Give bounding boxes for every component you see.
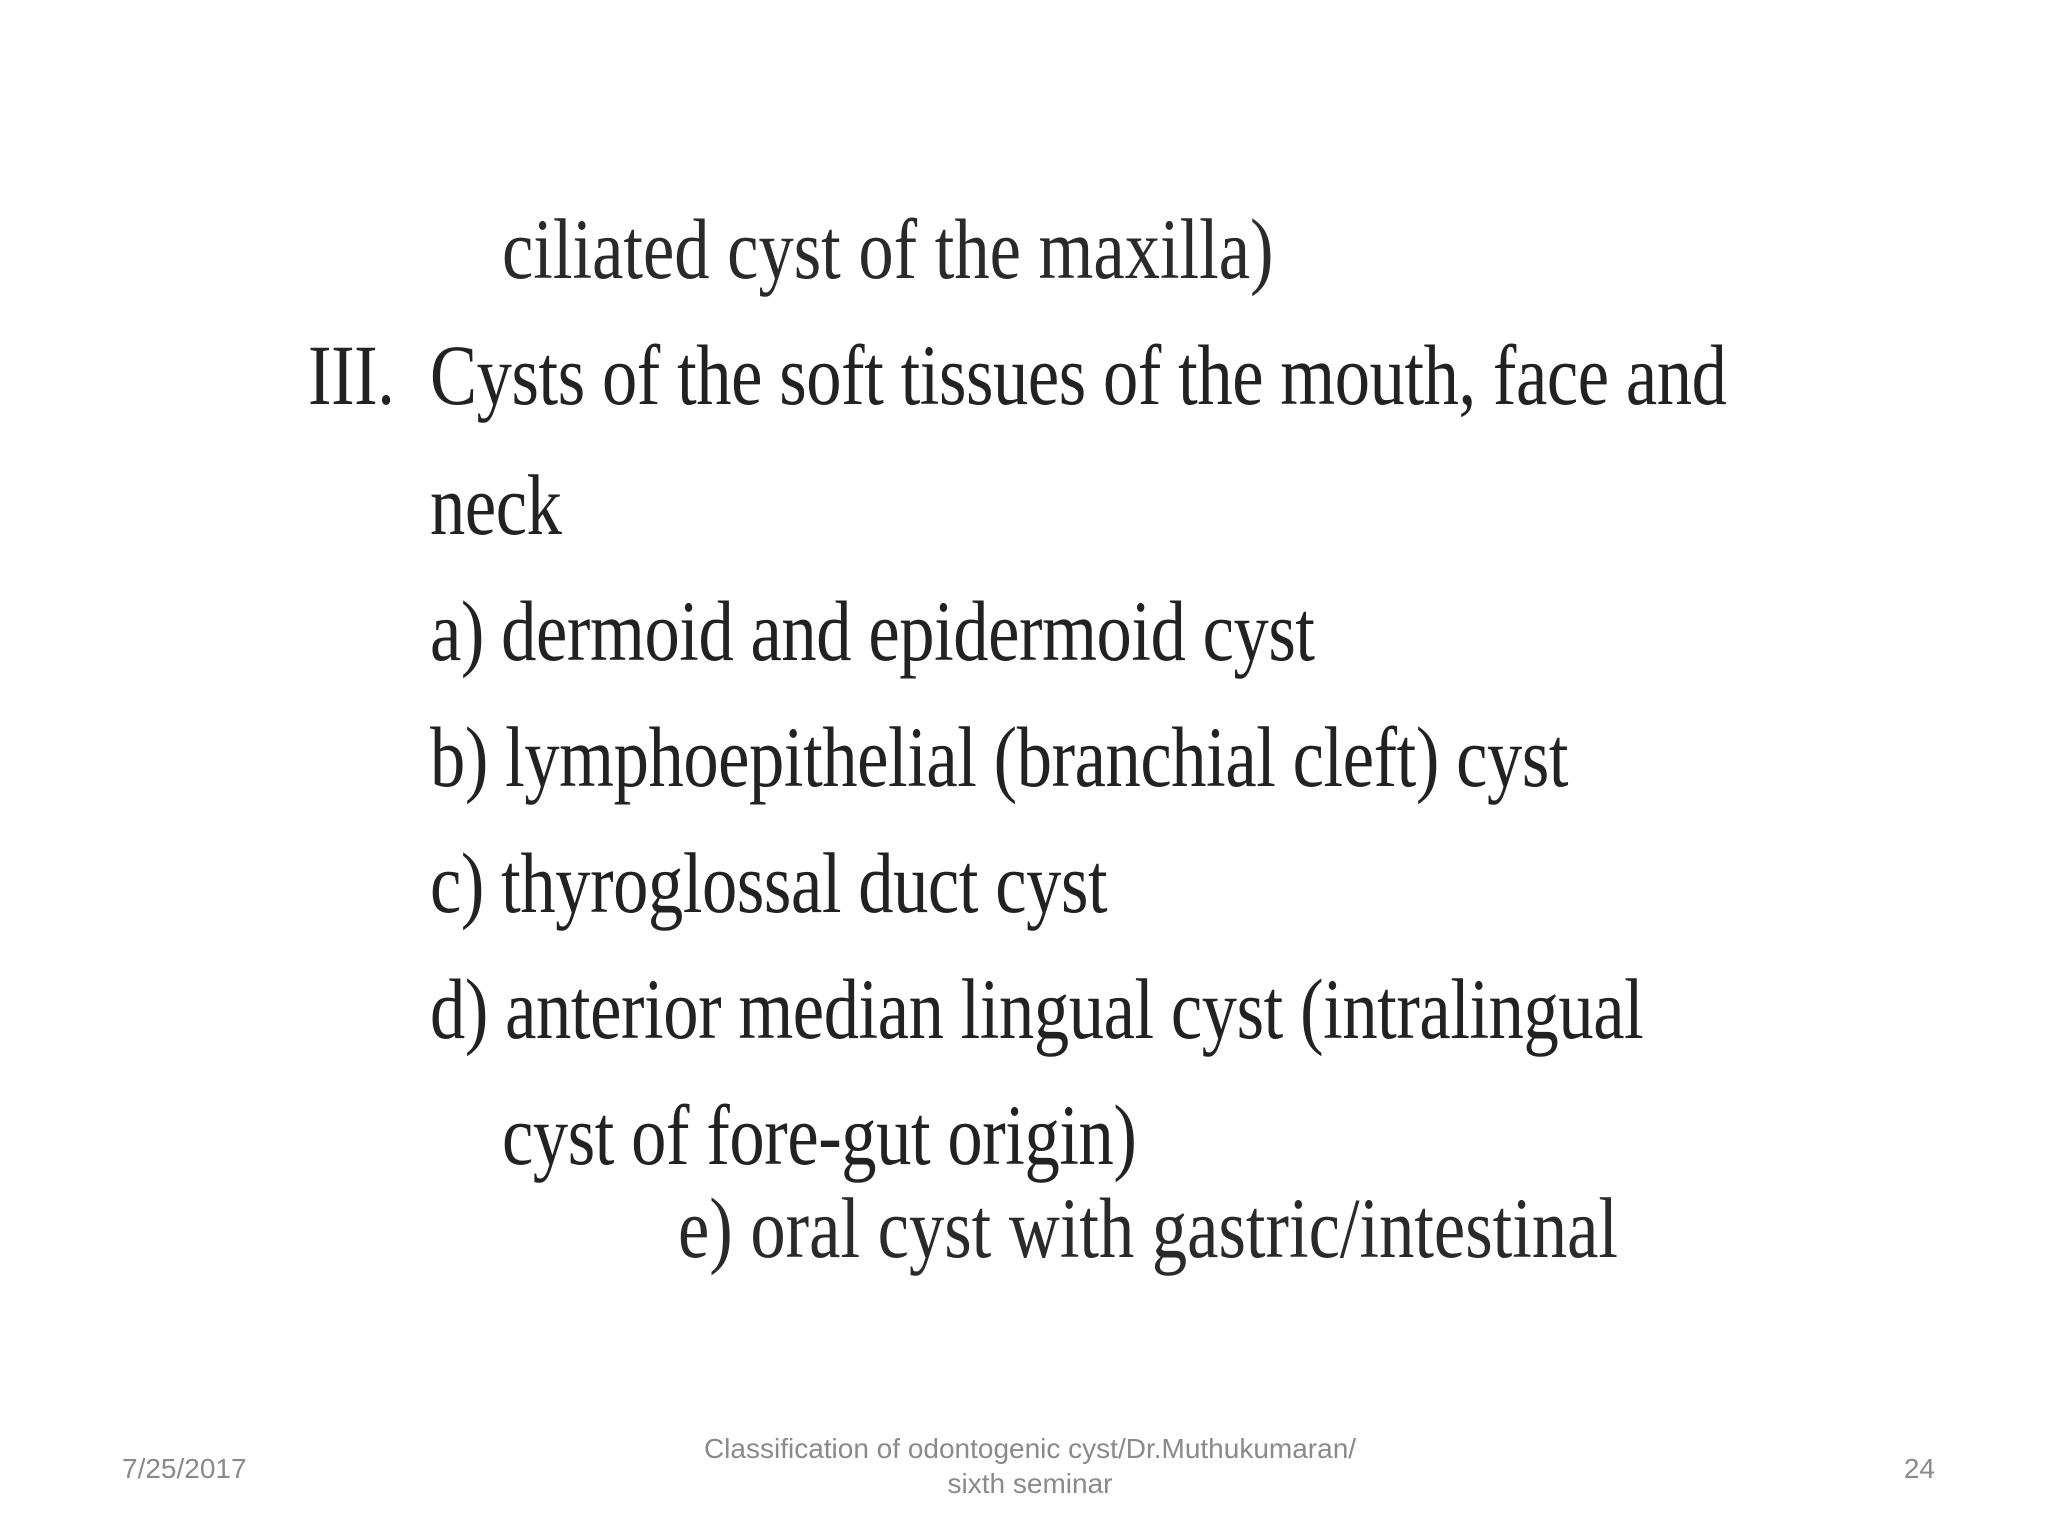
cut-top-line: ciliated cyst of the maxilla)	[502, 201, 1274, 297]
section-heading-line-1: Cysts of the soft tissues of the mouth, face and	[430, 327, 1727, 423]
footer-date: 7/25/2017	[122, 1453, 247, 1484]
page-number: 24	[1903, 1453, 1935, 1484]
footer-title: Classification of odontogenic cyst/Dr.Muthukumaran/ sixth seminar	[703, 1433, 1357, 1499]
list-item-b: b) lymphoepithelial (branchial cleft) cyst	[430, 709, 1569, 805]
list-item-c: c) thyroglossal duct cyst	[430, 835, 1108, 931]
cut-bottom-line: e) oral cyst with gastric/intestinal	[678, 1180, 1619, 1276]
section-number: III.	[308, 327, 395, 423]
list-item-d-line-1: d) anterior median lingual cyst (intralingual	[430, 961, 1644, 1057]
scanned-text-block	[290, 201, 1740, 1276]
section-heading-line-2: neck	[430, 457, 562, 553]
list-item-d-line-2: cyst of fore-gut origin)	[502, 1087, 1137, 1183]
list-item-a: a) dermoid and epidermoid cyst	[430, 583, 1315, 679]
